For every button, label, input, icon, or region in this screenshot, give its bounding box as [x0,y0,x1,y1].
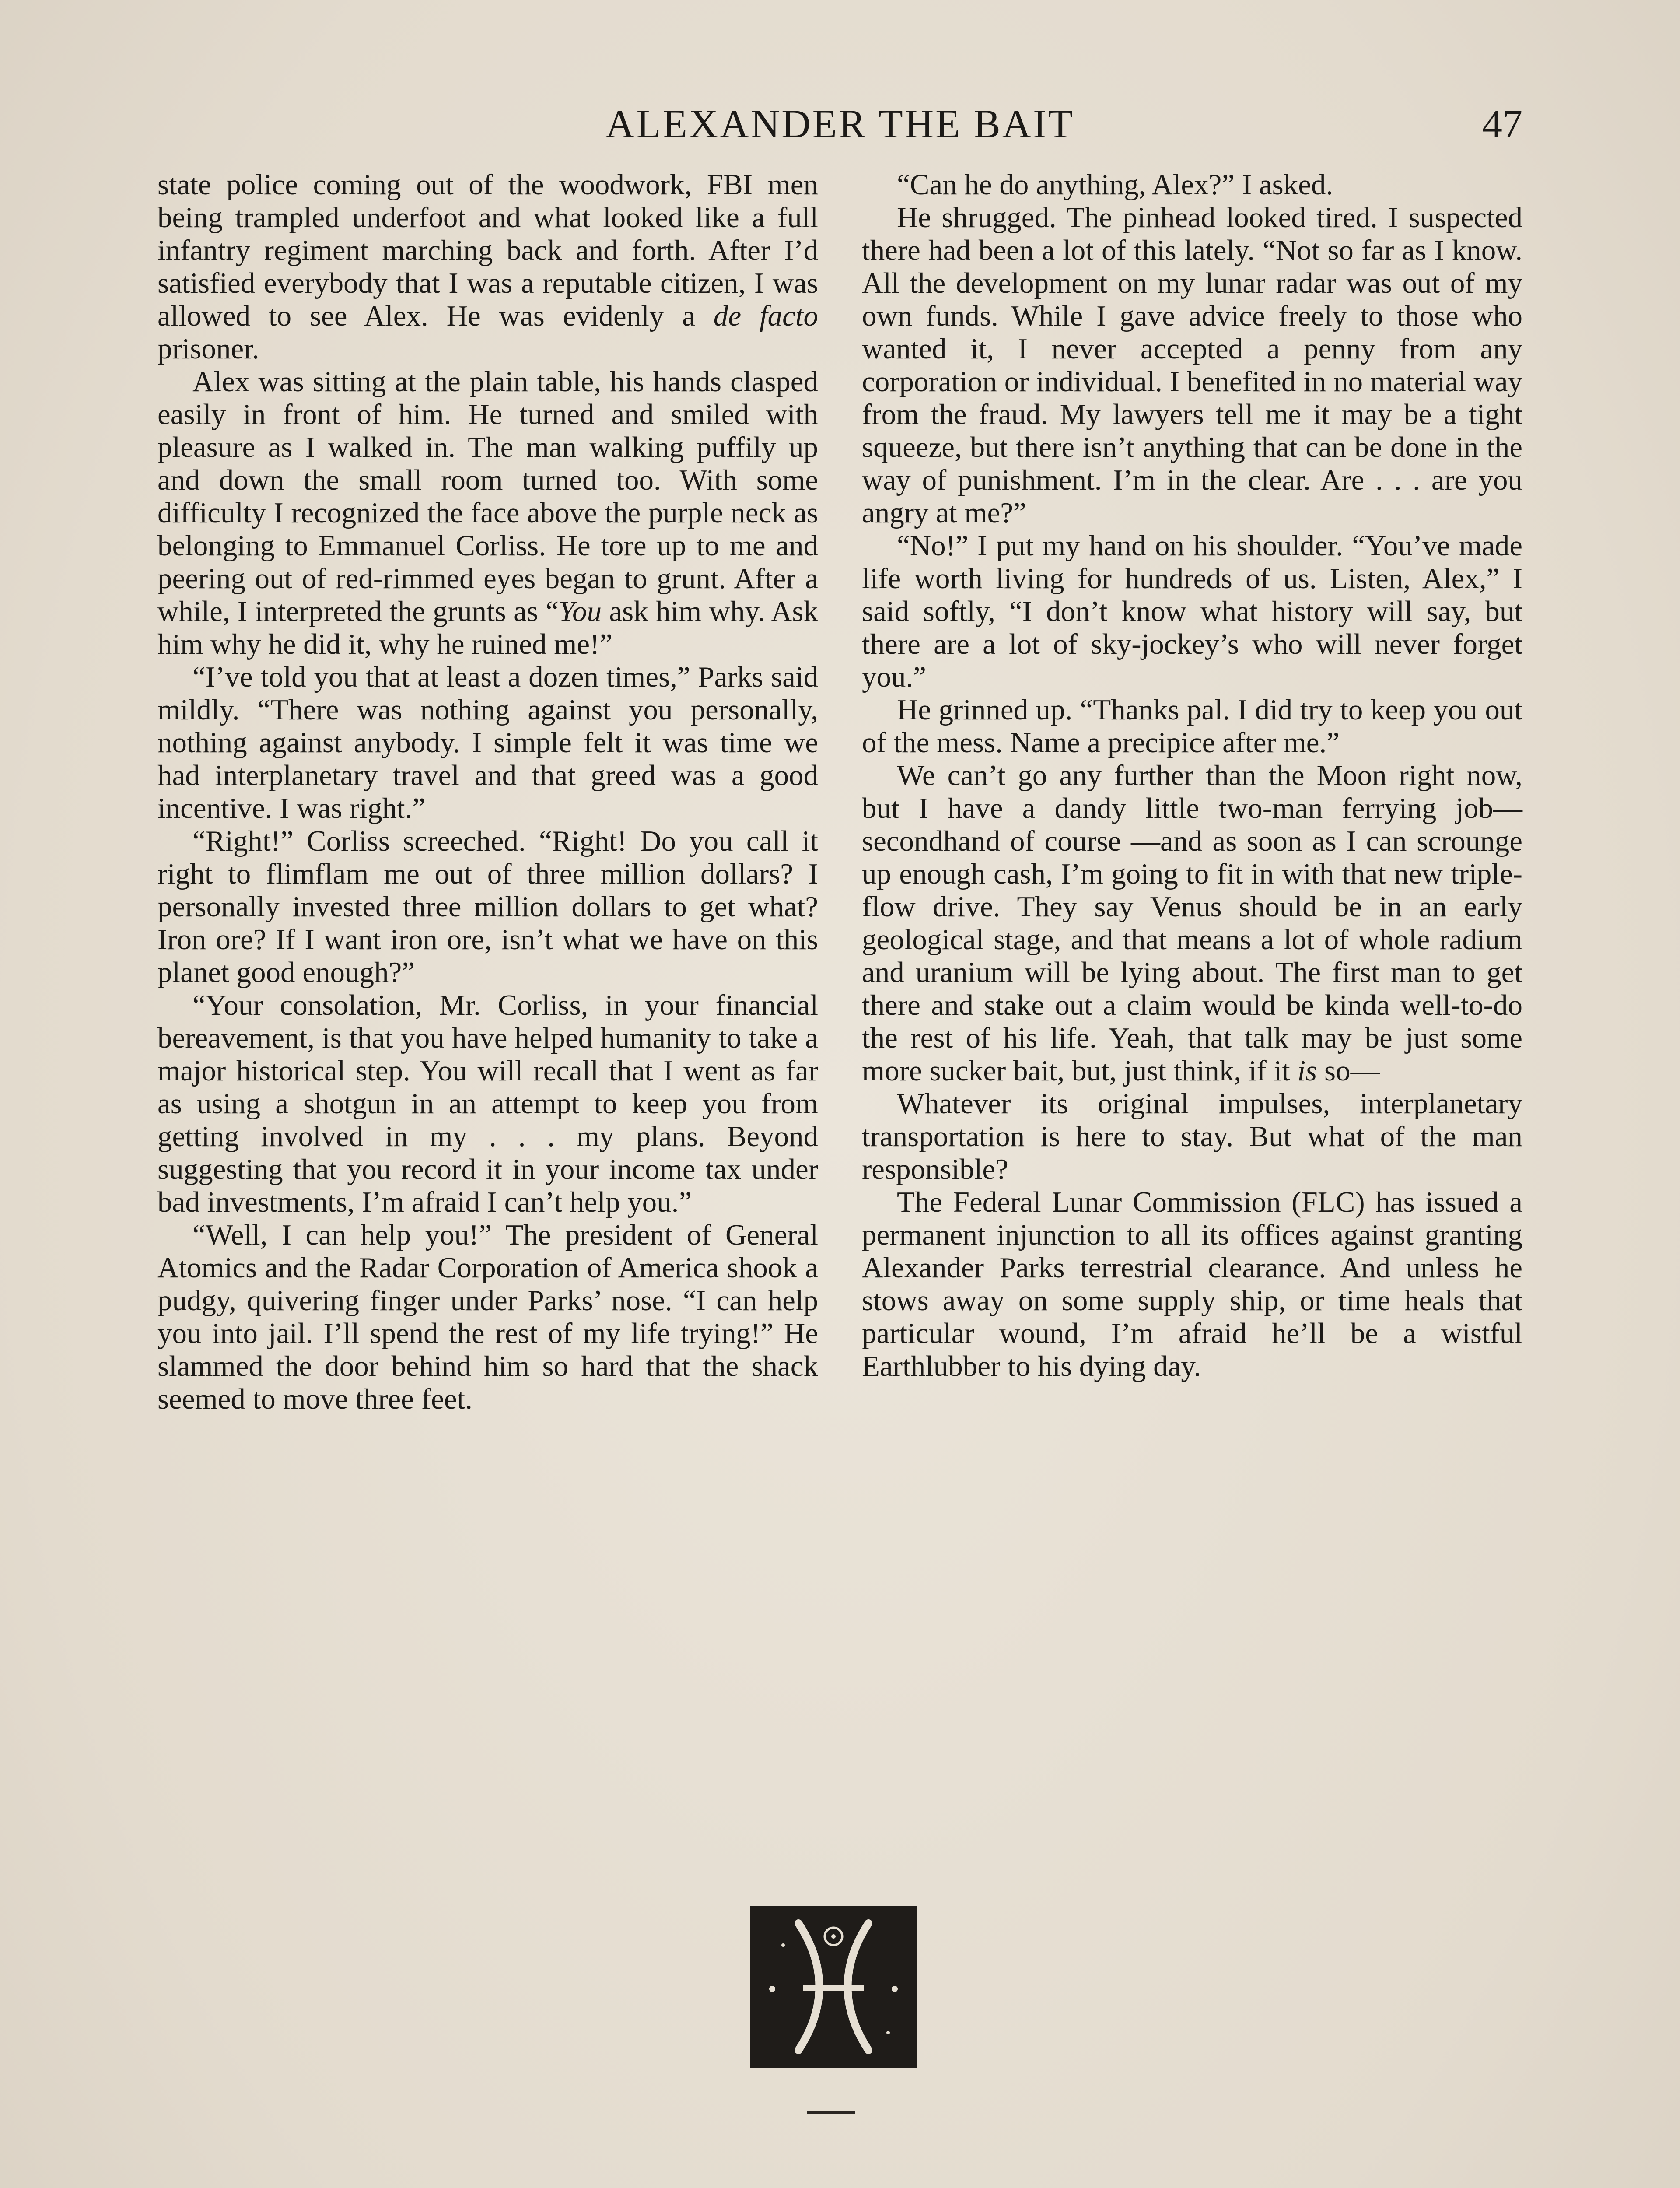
paragraph: He grinned up. “Thanks pal. I did try to keep you out of the mess. Name a precipice after me.” [862,694,1522,759]
italic-phrase: de facto [713,300,818,332]
italic-phrase: is [1297,1055,1317,1087]
text-column-left [158,168,818,1416]
ornament-rule [807,2111,855,2114]
paragraph: “Right!” Corliss screeched. “Right! Do you call it right to flimflam me out of three million dollars? I personally invested three million dollars to get what? Iron ore? If I want iron ore, isn’t what we have on this planet good enough?” [158,825,818,989]
paragraph: “No!” I put my hand on his shoulder. “You’ve made life worth living for hundreds of us. Listen, Alex,” I said softly, “I don’t know what history will say, but there are a lot of sky-jockey’s who will never forget you.” [862,529,1522,693]
paragraph: We can’t go any further than the Moon right now, but I have a dandy little two-man ferrying job—secondhand of course —and as soon as I can scrounge up enough cash, I’m going to fit in with that new triple-flow drive. They say Venus should be in an early geological stage, and that means a lot of whole radium and uranium will be lying about. The first man to get there and stake out a claim would be kinda well-to-do the rest of his life. Yeah, that talk may be just some more sucker bait, but, just think, if it is so— [862,759,1522,1087]
paragraph: Alex was sitting at the plain table, his hands clasped easily in front of him. He turned and smiled with pleasure as I walked in. The man walking puffily up and down the small room turned too. With some difficulty I recognized the face above the purple neck as belonging to Emmanuel Corliss. He tore up to me and peering out of red-rimmed eyes began to grunt. After a while, I interpreted the grunts as “You ask him why. Ask him why he did it, why he ruined me!” [158,365,818,660]
paragraph: The Federal Lunar Commission (FLC) has issued a permanent injunction to all its offices against granting Alexander Parks terrestrial clearance. And unless he stows away on some supply ship, or time heals that particular wound, I’m afraid he’ll be a wistful Earthlubber to his dying day. [862,1186,1522,1382]
paragraph: “I’ve told you that at least a dozen times,” Parks said mildly. “There was nothing against you personally, nothing against anybody. I simple felt it was time we had interplanetary travel and that greed was a good incentive. I was right.” [158,661,818,824]
paragraph: He shrugged. The pinhead looked tired. I suspected there had been a lot of this lately. “Not so far as I know. All the development on my lunar radar was out of my own funds. While I gave advice freely to those who wanted it, I never accepted a penny from any corporation or individual. I benefited in no material way from the fraud. My lawyers tell me it may be a tight squeeze, but there isn’t anything that can be done in the way of punishment. I’m in the clear. Are . . . are you angry at me?” [862,201,1522,529]
paragraph: “Can he do anything, Alex?” I asked. [897,168,1334,201]
paragraph: Whatever its original impulses, interplanetary transportation is here to stay. But what of the man responsible? [862,1087,1522,1185]
paragraph: state police coming out of the woodwork, FBI men being trampled underfoot and what looked like a full infantry regiment marching back and forth. After I’d satisfied everybody that I was a reputable citizen, I was allowed to see Alex. He was evidenly a de facto prisoner. [158,168,818,365]
page-number: 47 [1482,102,1522,146]
text-column-right [862,168,1522,1383]
running-title: ALEXANDER THE BAIT [606,102,1074,146]
paragraph: “Well, I can help you!” The president of General Atomics and the Radar Corporation of America shook a pudgy, quivering finger under Parks’ nose. “I can help you into jail. I’ll spend the rest of my life trying!” He slammed the door behind him so hard that the shack seemed to move three feet. [158,1219,818,1415]
italic-phrase: You [558,595,602,628]
running-header [158,101,1522,153]
paragraph: “Your consolation, Mr. Corliss, in your financial bereavement, is that you have helped humanity to take a major historical step. You will recall that I went as far as using a shotgun in an attempt to keep you from getting involved in my . . . my plans. Beyond suggesting that you record it in your income tax under bad investments, I’m afraid I can’t help you.” [158,989,818,1218]
pisces-symbol-icon [750,1906,917,2068]
